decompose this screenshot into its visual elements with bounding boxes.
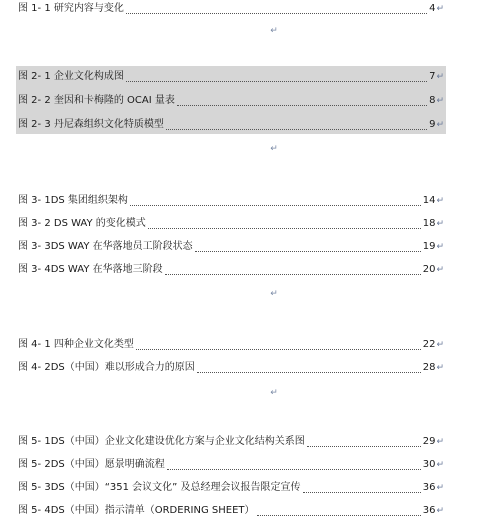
- toc-entry-page: 28: [422, 362, 436, 373]
- toc-entry-page: 4: [429, 3, 436, 14]
- toc-entry[interactable]: [18, 238, 444, 256]
- toc-entry-label: 图 3- 4DS WAY 在华落地三阶段: [18, 264, 163, 275]
- toc-entry-page: 18: [422, 218, 436, 229]
- paragraph-mark-icon: ↵: [436, 265, 444, 275]
- paragraph-mark-icon: ↵: [436, 363, 444, 373]
- toc-entry[interactable]: [18, 0, 444, 18]
- toc-entry-label: 图 3- 1DS 集团组织架构: [18, 195, 128, 206]
- toc-entry-page: 36: [422, 482, 436, 493]
- paragraph-mark-icon: ↵: [270, 289, 278, 299]
- paragraph-mark-icon: ↵: [436, 219, 444, 229]
- dot-leader: [130, 204, 421, 206]
- toc-entry[interactable]: [18, 502, 444, 520]
- toc-entry-label: 图 4- 1 四种企业文化类型: [18, 339, 134, 350]
- paragraph-mark-icon: ↵: [436, 506, 444, 516]
- toc-entry[interactable]: [18, 116, 444, 134]
- paragraph-mark-icon: ↵: [436, 340, 444, 350]
- paragraph-mark-icon: ↵: [436, 437, 444, 447]
- dot-leader: [136, 348, 421, 350]
- toc-entry-page: 22: [422, 339, 436, 350]
- toc-entry-page: 14: [422, 195, 436, 206]
- toc-entry-label: 图 4- 2DS（中国）难以形成合力的原因: [18, 362, 195, 373]
- toc-entry-label: 图 3- 3DS WAY 在华落地员工阶段状态: [18, 241, 193, 252]
- dot-leader: [195, 250, 421, 252]
- toc-entry[interactable]: [18, 92, 444, 110]
- paragraph-mark-icon: ↵: [436, 120, 444, 130]
- paragraph-mark-icon: ↵: [436, 196, 444, 206]
- toc-entry[interactable]: [18, 68, 444, 86]
- paragraph-mark-icon: ↵: [270, 26, 278, 36]
- toc-entry-page: 20: [422, 264, 436, 275]
- paragraph-mark-icon: ↵: [436, 4, 444, 14]
- toc-entry[interactable]: [18, 336, 444, 354]
- toc-entry-label: 图 5- 3DS（中国）“351 会议文化” 及总经理会议报告限定宣传: [18, 482, 301, 493]
- dot-leader: [148, 227, 421, 229]
- dot-leader: [166, 128, 427, 130]
- dot-leader: [307, 445, 421, 447]
- toc-entry-page: 29: [422, 436, 436, 447]
- dot-leader: [165, 273, 421, 275]
- dot-leader: [303, 491, 421, 493]
- toc-entry-label: 图 5- 4DS（中国）指示清单（ORDERING SHEET）: [18, 505, 255, 516]
- paragraph-mark-icon: ↵: [436, 242, 444, 252]
- toc-entry[interactable]: [18, 433, 444, 451]
- toc-entry[interactable]: [18, 456, 444, 474]
- toc-entry-label: 图 5- 2DS（中国）愿景明确流程: [18, 459, 165, 470]
- paragraph-mark-icon: ↵: [270, 144, 278, 154]
- toc-entry-page: 30: [422, 459, 436, 470]
- toc-entry-page: 36: [422, 505, 436, 516]
- toc-entry-label: 图 2- 1 企业文化构成图: [18, 71, 124, 82]
- toc-entry[interactable]: [18, 479, 444, 497]
- toc-entry-page: 9: [429, 119, 436, 130]
- paragraph-mark-icon: ↵: [270, 388, 278, 398]
- toc-entry-label: 图 3- 2 DS WAY 的变化模式: [18, 218, 146, 229]
- paragraph-mark-icon: ↵: [436, 72, 444, 82]
- paragraph-mark-icon: ↵: [436, 460, 444, 470]
- paragraph-mark-icon: ↵: [436, 483, 444, 493]
- toc-entry[interactable]: [18, 359, 444, 377]
- toc-entry[interactable]: [18, 261, 444, 279]
- toc-entry-page: 19: [422, 241, 436, 252]
- toc-entry-label: 图 1- 1 研究内容与变化: [18, 3, 124, 14]
- dot-leader: [177, 104, 427, 106]
- toc-entry-page: 8: [429, 95, 436, 106]
- toc-entry-page: 7: [429, 71, 436, 82]
- dot-leader: [197, 371, 421, 373]
- toc-entry-label: 图 2- 2 奎因和卡梅隆的 OCAI 量表: [18, 95, 175, 106]
- dot-leader: [126, 80, 427, 82]
- toc-entry[interactable]: [18, 215, 444, 233]
- dot-leader: [257, 514, 421, 516]
- toc-entry-label: 图 5- 1DS（中国）企业文化建设优化方案与企业文化结构关系图: [18, 436, 305, 447]
- dot-leader: [167, 468, 421, 470]
- paragraph-mark-icon: ↵: [436, 96, 444, 106]
- toc-entry[interactable]: [18, 192, 444, 210]
- dot-leader: [126, 12, 427, 14]
- toc-entry-label: 图 2- 3 丹尼森组织文化特质模型: [18, 119, 164, 130]
